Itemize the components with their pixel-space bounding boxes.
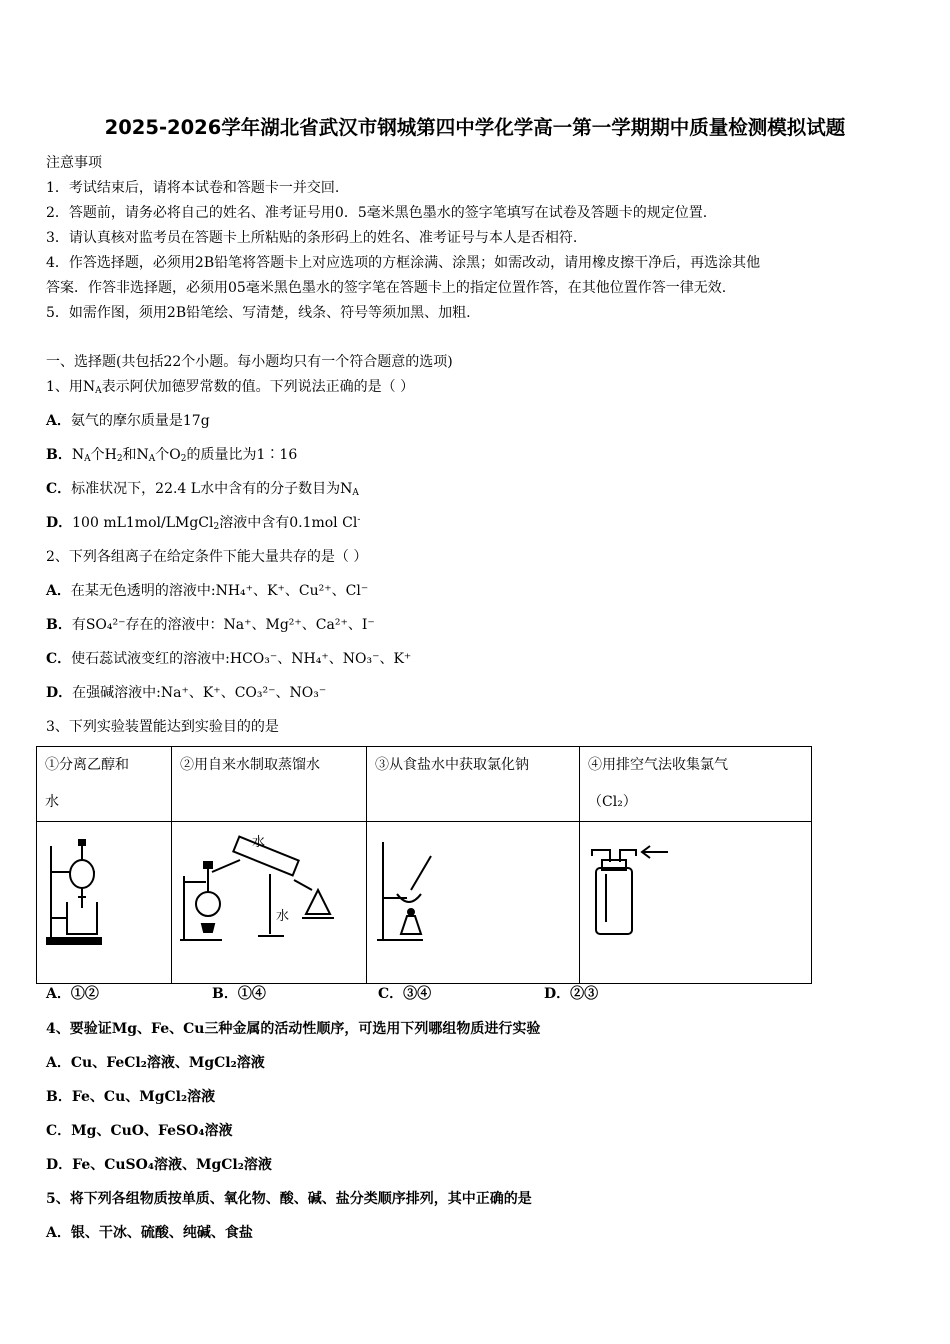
question-5-option-a: A．银、干冰、硫酸、纯碱、食盐 [46, 1225, 253, 1241]
experiment-cell-2: ②用自来水制取蒸馏水 [172, 747, 367, 822]
question-4-stem: 4、要验证Mg、Fe、Cu三种金属的活动性顺序，可选用下列哪组物质进行实验 [46, 1021, 541, 1037]
distillation-apparatus-icon [172, 822, 366, 968]
question-4-option-b: B．Fe、Cu、MgCl₂溶液 [46, 1089, 216, 1105]
distillation-diagram [172, 822, 367, 984]
notice-item: 3．请认真核对监考员在答题卡上所粘贴的条形码上的姓名、准考证号与本人是否相符. [46, 230, 578, 246]
notice-item: 5．如需作图，须用2B铅笔绘、写清楚，线条、符号等须加黑、加粗. [46, 305, 471, 321]
water-label: 水 [252, 834, 266, 849]
experiment-table [36, 746, 812, 984]
notice-item: 2．答题前，请务必将自己的姓名、准考证号用0．5毫米黑色墨水的签字笔填写在试卷及答题卡的规定位置. [46, 205, 708, 221]
section-heading: 一、选择题(共包括22个小题。每小题均只有一个符合题意的选项) [46, 354, 453, 370]
question-1-option-c: C．标准状况下，22.4 L水中含有的分子数目为$N_A$ [46, 481, 359, 498]
question-3-choice-a: A．①② [46, 986, 99, 1002]
gas-bottle-icon [580, 822, 808, 968]
evaporating-dish-icon [367, 822, 579, 968]
experiment-cell-3: ③从食盐水中获取氯化钠 [367, 747, 580, 822]
question-3-choices [46, 983, 598, 1003]
question-1-option-d: D．100 mL1mol/LMgCl$_2$溶液中含有0.1mol Cl- [46, 515, 361, 532]
question-3-choice-c: C．③④ [378, 986, 432, 1002]
question-1-stem: 1、用$N_A$表示阿伏加德罗常数的值。下列说法正确的是（ ） [46, 379, 415, 396]
question-2-option-a: A．在某无色透明的溶液中:NH₄⁺、K⁺、Cu²⁺、Cl⁻ [46, 583, 369, 599]
notice-item: 答案．作答非选择题，必须用05毫米黑色墨水的签字笔在答题卡上的指定位置作答，在其他位置作答一律无效. [46, 280, 727, 296]
experiment-cell-1: ①分离乙醇和 水 [37, 747, 172, 822]
question-1-option-b: B．$N_A$个$H_2$和$N_A$个$O_2$的质量比为1∶16 [46, 447, 298, 464]
notice-item: 1．考试结束后，请将本试卷和答题卡一并交回. [46, 180, 340, 196]
question-2-stem: 2、下列各组离子在给定条件下能大量共存的是（ ） [46, 549, 368, 565]
question-2-option-d: D．在强碱溶液中:Na⁺、K⁺、CO₃²⁻、NO₃⁻ [46, 685, 327, 701]
separatory-funnel-icon [37, 822, 171, 968]
question-4-option-a: A．Cu、FeCl₂溶液、MgCl₂溶液 [46, 1055, 265, 1071]
question-3-choice-d: D．②③ [544, 986, 599, 1002]
question-5-stem: 5、将下列各组物质按单质、氧化物、酸、碱、盐分类顺序排列，其中正确的是 [46, 1191, 532, 1207]
question-2-option-c: C．使石蕊试液变红的溶液中:HCO₃⁻、NH₄⁺、NO₃⁻、K⁺ [46, 651, 412, 667]
page-title: 2025-2026学年湖北省武汉市钢城第四中学化学高一第一学期期中质量检测模拟试题 [104, 116, 846, 139]
notice-item: 4．作答选择题，必须用2B铅笔将答题卡上对应选项的方框涂满、涂黑；如需改动，请用橡皮擦干净后，再选涂其他 [46, 255, 761, 271]
separatory-funnel-diagram [37, 822, 172, 984]
evaporation-diagram [367, 822, 580, 984]
question-4-option-d: D．Fe、CuSO₄溶液、MgCl₂溶液 [46, 1157, 272, 1173]
notice-heading: 注意事项 [46, 155, 102, 171]
question-4-option-c: C．Mg、CuO、FeSO₄溶液 [46, 1123, 233, 1139]
experiment-cell-4: ④用排空气法收集氯气 （Cl₂） [580, 747, 812, 822]
question-3-stem: 3、下列实验装置能达到实验目的的是 [46, 719, 279, 735]
question-1-option-a: A．氨气的摩尔质量是17g [46, 413, 210, 429]
water-label: 水 [276, 908, 290, 923]
question-3-choice-b: B．①④ [212, 986, 266, 1002]
question-2-option-b: B．有SO₄²⁻存在的溶液中：Na⁺、Mg²⁺、Ca²⁺、I⁻ [46, 617, 375, 633]
gas-collection-diagram [580, 822, 812, 984]
